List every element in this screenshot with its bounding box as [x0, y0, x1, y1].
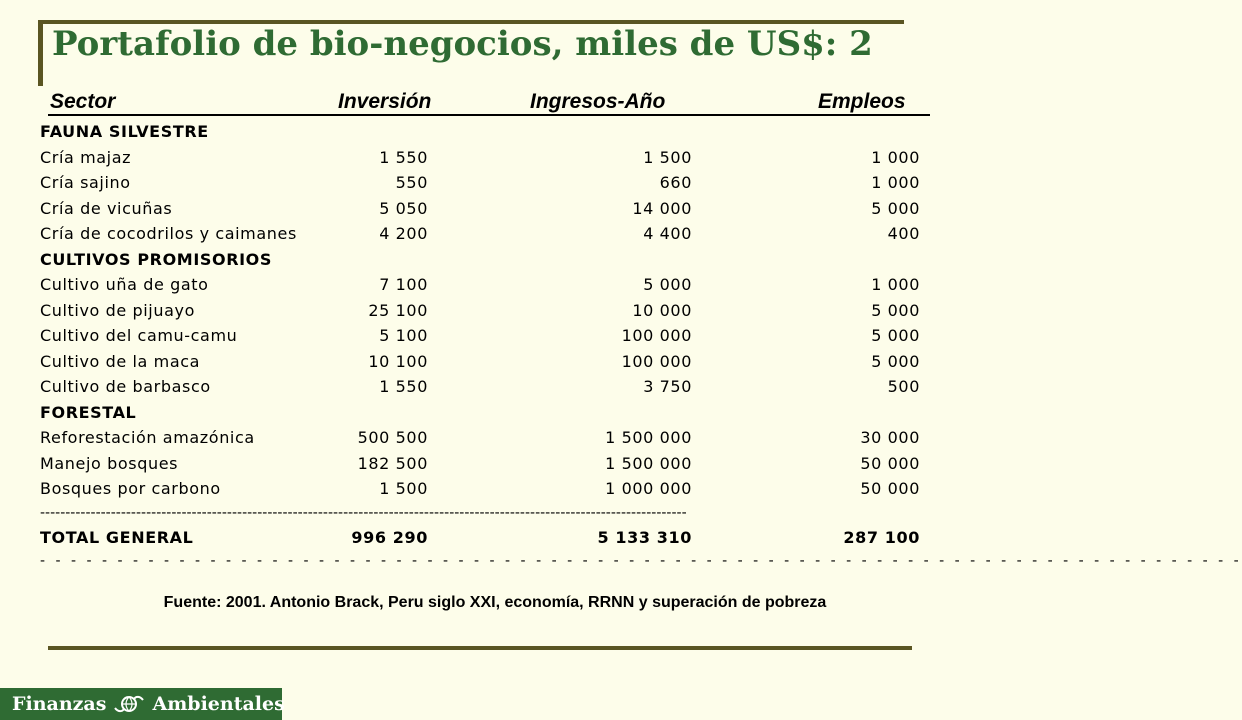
table-row [0, 352, 960, 376]
sector-cell: Cultivo de la maca [40, 351, 201, 371]
total-row [0, 528, 960, 552]
inversion-cell: 10 100 [368, 351, 428, 371]
inversion-cell: 5 050 [379, 198, 428, 218]
table-row [0, 454, 960, 478]
bottom-rule [48, 646, 912, 650]
divider-dashes-bottom: - - - - - - - - - - - - - - - - - - - - - - - - - - - - - - - - - - - - - - - - - - - - - - - - - - - - - - - - - - - - - - - - - - - - - - - - - - - - - - [40, 553, 1242, 569]
empleos-cell: 5 000 [871, 351, 920, 371]
sector-cell: Cría sajino [40, 173, 131, 192]
ingresos-cell: 3 750 [643, 377, 692, 396]
total-label: TOTAL GENERAL [40, 528, 194, 547]
ingresos-cell: 100 000 [621, 351, 692, 371]
ingresos-cell: 5 000 [643, 275, 692, 294]
sector-cell: Manejo bosques [40, 453, 179, 473]
ingresos-cell: 14 000 [632, 198, 692, 218]
empleos-cell: 30 000 [860, 428, 920, 447]
inversion-cell: 550 [395, 173, 428, 192]
source-note: Fuente: 2001. Antonio Brack, Peru siglo XXI, economía, RRNN y superación de pobreza [163, 594, 827, 611]
sector-cell: Cría majaz [40, 147, 132, 167]
header-empleos: Empleos [818, 90, 906, 113]
ingresos-cell: 1 500 000 [605, 453, 692, 473]
page-title: Portafolio de bio-negocios, miles de US$: 2 [52, 24, 873, 64]
category-label: FAUNA SILVESTRE [40, 122, 209, 141]
ingresos-cell: 10 000 [632, 300, 692, 320]
total-ingresos: 5 133 310 [597, 528, 692, 547]
total-empleos: 287 100 [843, 528, 920, 547]
sector-cell: Cultivo del camu-camu [40, 326, 238, 345]
sector-cell: Cultivo de barbasco [40, 377, 211, 396]
table-row [0, 326, 960, 350]
sector-cell: Bosques por carbono [40, 479, 221, 498]
category-label: FORESTAL [40, 402, 137, 422]
header-inversion: Inversión [338, 90, 432, 113]
empleos-cell: 5 000 [871, 300, 920, 320]
empleos-cell: 5 000 [871, 326, 920, 345]
table-row [0, 148, 960, 172]
divider-dashes-top: -------------------------------------------------------------------------------------------------------------------------------- [40, 505, 687, 521]
brand-logo [0, 688, 285, 720]
category-row [0, 250, 960, 274]
table-row [0, 224, 960, 248]
title-frame-left [38, 20, 43, 86]
header-underline [48, 114, 930, 116]
inversion-cell: 1 500 [379, 479, 428, 498]
globe-hands-icon [114, 693, 144, 715]
table-row [0, 173, 960, 197]
sector-cell: Cultivo uña de gato [40, 275, 209, 294]
empleos-cell: 500 [887, 377, 920, 396]
table-row [0, 301, 960, 325]
brand-right-text: Ambientales [152, 693, 285, 715]
empleos-cell: 50 000 [860, 453, 920, 473]
inversion-cell: 7 100 [379, 275, 428, 294]
empleos-cell: 5 000 [871, 198, 920, 218]
sector-cell: Cultivo de pijuayo [40, 300, 195, 320]
ingresos-cell: 660 [659, 173, 692, 192]
ingresos-cell: 1 500 000 [605, 428, 692, 447]
inversion-cell: 4 200 [379, 224, 428, 243]
empleos-cell: 400 [887, 224, 920, 243]
empleos-cell: 1 000 [871, 173, 920, 192]
header-ingresos: Ingresos-Año [530, 90, 666, 113]
sector-cell: Cría de cocodrilos y caimanes [40, 224, 297, 243]
empleos-cell: 50 000 [860, 479, 920, 498]
table-row [0, 275, 960, 299]
inversion-cell: 1 550 [379, 147, 428, 167]
sector-cell: Reforestación amazónica [40, 428, 255, 447]
table-row [0, 428, 960, 452]
table-row [0, 479, 960, 503]
inversion-cell: 182 500 [357, 453, 428, 473]
inversion-cell: 500 500 [357, 428, 428, 447]
ingresos-cell: 100 000 [621, 326, 692, 345]
category-row [0, 122, 960, 146]
inversion-cell: 5 100 [379, 326, 428, 345]
total-inversion: 996 290 [351, 528, 428, 547]
empleos-cell: 1 000 [871, 147, 920, 167]
inversion-cell: 25 100 [368, 300, 428, 320]
category-label: CULTIVOS PROMISORIOS [40, 249, 272, 269]
ingresos-cell: 1 500 [643, 147, 692, 167]
table-row [0, 199, 960, 223]
category-row [0, 403, 960, 427]
sector-cell: Cría de vicuñas [40, 198, 173, 218]
table-row [0, 377, 960, 401]
brand-left-text: Finanzas [12, 693, 107, 715]
ingresos-cell: 1 000 000 [605, 479, 692, 498]
empleos-cell: 1 000 [871, 275, 920, 294]
header-sector: Sector [50, 90, 116, 113]
ingresos-cell: 4 400 [643, 224, 692, 243]
inversion-cell: 1 550 [379, 377, 428, 396]
